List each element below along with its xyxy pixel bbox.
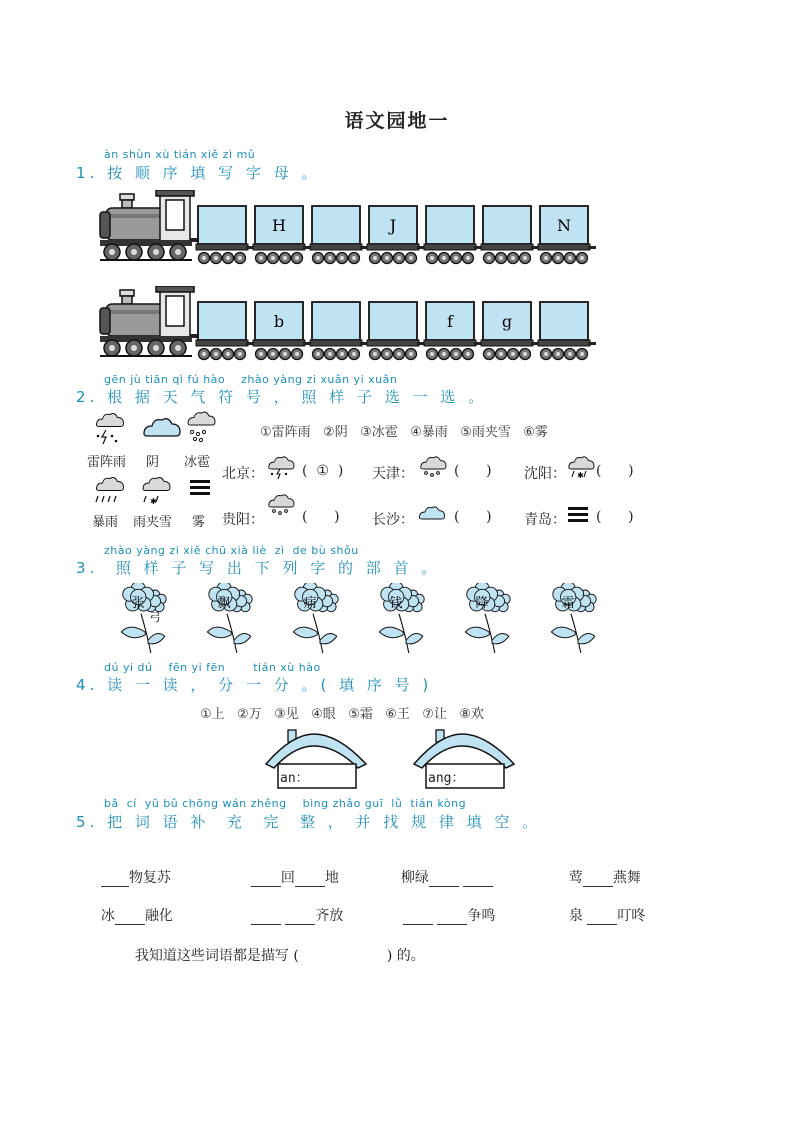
- city-name: 沈阳：: [524, 466, 566, 482]
- legend-sleet-label: 雨夹雪: [133, 515, 173, 530]
- phrase-1: 物复苏: [92, 851, 171, 887]
- phrase-7: 争鸣: [394, 889, 495, 925]
- flower-char: 病: [303, 596, 317, 611]
- hail-icon: [188, 412, 215, 442]
- svg-text:✱: ✱: [150, 497, 157, 506]
- q2-instruction: 2. 根 据 天 气 符 号 ， 照 样 子 选 一 选 。: [76, 388, 488, 406]
- weather-legend-row2: [92, 474, 222, 510]
- blank[interactable]: [463, 872, 493, 887]
- flower-char: 飘: [217, 596, 231, 611]
- legend-thunder-label: 雷阵雨: [87, 455, 127, 470]
- train-car: [310, 206, 368, 264]
- phrase-5: 冰 融化: [100, 908, 173, 924]
- car-letter: b: [273, 312, 285, 331]
- flower-icon: [551, 583, 596, 653]
- locomotive-icon: [100, 190, 200, 260]
- car-letter: g: [501, 312, 513, 331]
- q4-options: ①上 ②万 ③见 ④眼 ⑤霜 ⑥王 ⑦让 ⑧欢: [200, 707, 485, 722]
- rainstorm-icon: [96, 478, 124, 503]
- answer-paren[interactable]: ( ): [302, 509, 340, 525]
- hail-icon: [266, 493, 296, 519]
- train-car: [196, 206, 254, 264]
- thunder-rain-icon: [266, 455, 296, 481]
- conclusion-sentence: 我知道这些词语都是描写 ( ) 的。: [134, 948, 425, 964]
- flower-icon: [293, 583, 338, 653]
- blank[interactable]: [583, 872, 613, 887]
- thunder-rain-icon: [97, 414, 124, 445]
- blank[interactable]: [115, 910, 145, 925]
- cloudy-icon: [144, 419, 180, 436]
- blank[interactable]: [403, 910, 433, 925]
- train-car: [481, 206, 539, 264]
- blank[interactable]: [285, 910, 315, 925]
- flower-char: 张: [131, 596, 145, 611]
- train-car: [538, 302, 596, 360]
- flower-radical: 弓: [149, 611, 161, 624]
- answer-paren[interactable]: ( ① ): [302, 463, 344, 479]
- legend-fog-label: 雾: [192, 515, 206, 530]
- sleet-icon: [566, 455, 596, 481]
- answer-paren[interactable]: ( ): [454, 509, 492, 525]
- blank[interactable]: [251, 910, 281, 925]
- train-car: [196, 302, 254, 360]
- locomotive-icon: [100, 286, 200, 356]
- flower-icon: [465, 583, 510, 653]
- hail-icon: [418, 455, 448, 481]
- phrase-3: 柳绿: [392, 851, 493, 887]
- sleet-icon: [143, 478, 170, 507]
- car-letter: H: [272, 216, 286, 235]
- city-answer: ①: [316, 463, 329, 479]
- train-lowercase: [96, 286, 656, 362]
- q1-instruction: 1. 按 顺 序 填 写 字 母 。: [76, 164, 321, 182]
- fog-icon: [190, 480, 210, 495]
- city-name: 长沙：: [372, 512, 414, 528]
- q5-instruction: 5. 把 词 语 补 充 完 整 ， 并 找 规 律 填 空 。: [76, 813, 542, 831]
- city-name: 青岛：: [524, 512, 566, 528]
- q4-pinyin: dú yi dú fēn yi fēn tián xù hào: [104, 661, 321, 674]
- car-letter: J: [389, 216, 397, 235]
- blank[interactable]: [101, 872, 129, 887]
- q1-pinyin: àn shùn xù tián xiě zì mǔ: [104, 148, 256, 161]
- house-ang-label: ang：: [428, 771, 465, 786]
- weather-legend-row1: [92, 410, 222, 450]
- legend-cloudy-label: 阴: [146, 455, 160, 470]
- answer-paren[interactable]: ( ): [596, 463, 634, 479]
- city-name: 北京：: [222, 466, 264, 482]
- flower-icon: [207, 583, 252, 653]
- car-letter: f: [447, 312, 453, 331]
- blank[interactable]: [587, 910, 617, 925]
- car-letter: N: [557, 216, 571, 235]
- phrase-8: 泉 叮咚: [568, 908, 646, 924]
- house-ang: [410, 728, 520, 792]
- house-an: [262, 728, 372, 792]
- cloudy-icon: [418, 505, 448, 525]
- q2-options: ①雷阵雨 ②阴 ③冰雹 ④暴雨 ⑤雨夹雪 ⑥雾: [260, 425, 548, 440]
- svg-text:✱: ✱: [577, 471, 584, 480]
- phrase-4: 莺 燕舞: [568, 870, 641, 886]
- blank[interactable]: [251, 872, 281, 887]
- flower-row: [120, 583, 640, 655]
- legend-rain-label: 暴雨: [92, 515, 119, 530]
- train-uppercase: [96, 190, 656, 266]
- fog-icon: [568, 507, 590, 525]
- blank[interactable]: [295, 872, 325, 887]
- flower-char: 霜: [561, 596, 575, 611]
- blank[interactable]: [437, 910, 467, 925]
- train-car: [424, 302, 482, 360]
- flower-char: 降: [475, 596, 489, 611]
- q2-pinyin: gēn jù tiān qì fú hào zhào yàng zi xuǎn yi xuǎn: [104, 373, 398, 386]
- q3-pinyin: zhào yàng zi xiě chū xià liè zì de bù shǒu: [104, 544, 359, 557]
- train-car: [310, 302, 368, 360]
- blank[interactable]: [429, 872, 459, 887]
- city-name: 天津：: [372, 466, 414, 482]
- answer-paren[interactable]: ( ): [454, 463, 492, 479]
- answer-paren[interactable]: ( ): [596, 509, 634, 525]
- q3-instruction: 3. 照 样 子 写 出 下 列 字 的 部 首 。: [76, 559, 441, 577]
- city-name: 贵阳：: [222, 512, 264, 528]
- page-title: 语文园地一: [344, 110, 450, 132]
- train-car: [367, 302, 425, 360]
- legend-hail-label: 冰雹: [184, 455, 211, 470]
- phrase-6: 齐放: [242, 889, 343, 925]
- flower-icon: [379, 583, 424, 653]
- house-an-label: an：: [280, 771, 309, 786]
- flower-char: 钱: [389, 596, 403, 611]
- q4-instruction: 4. 读 一 读 ， 分 一 分 。( 填 序 号 ): [76, 676, 433, 694]
- phrase-2: 回 地: [242, 851, 339, 887]
- train-car: [424, 206, 482, 264]
- q5-pinyin: bǎ cí yǔ bǔ chōng wán zhěng bìng zhǎo guī lǜ tián kòng: [104, 797, 467, 810]
